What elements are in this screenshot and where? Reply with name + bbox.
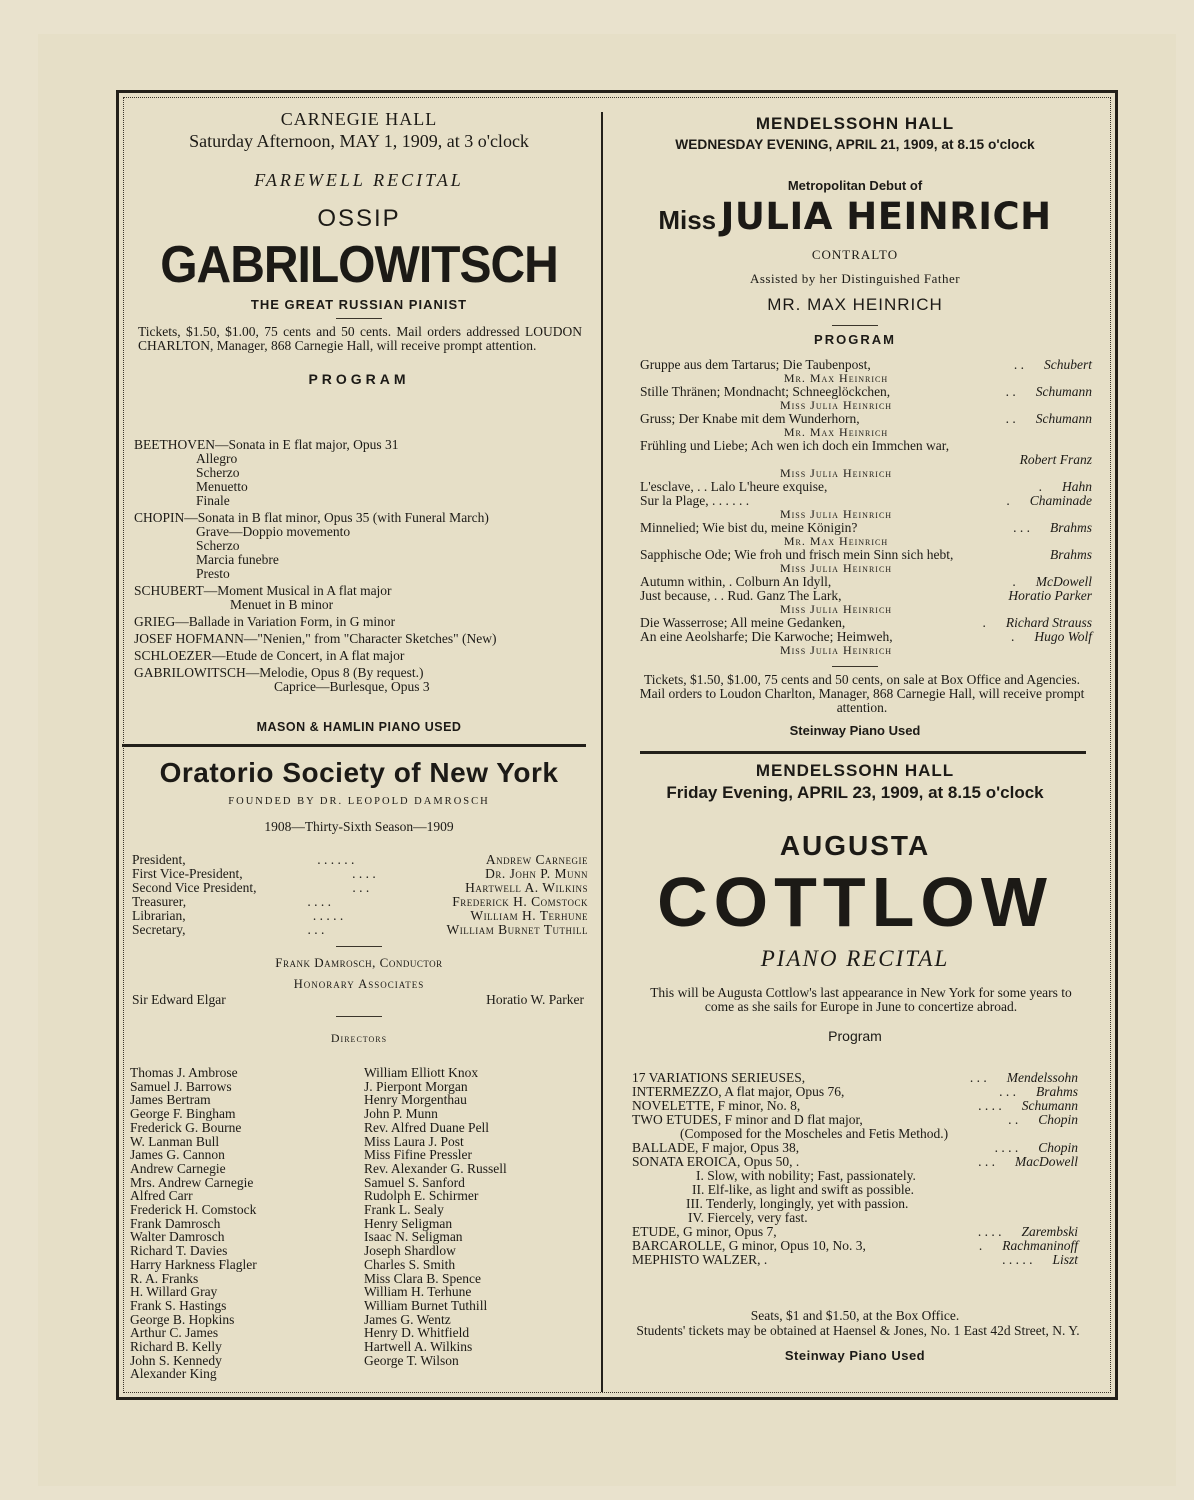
song-title: Sur la Plage, . . . . . . — [640, 493, 750, 508]
performer-line: Mr. Max Heinrich — [783, 425, 889, 439]
director-name: Frederick G. Bourne — [130, 1119, 242, 1135]
program-item — [632, 1211, 1078, 1225]
leader-dots: . — [1012, 574, 1016, 589]
directors-heading: Directors — [330, 1031, 388, 1045]
program-item — [640, 453, 1092, 467]
director-name: Mrs. Andrew Carnegie — [130, 1174, 254, 1190]
director-name: William H. Terhune — [363, 1284, 472, 1300]
officer-role: Librarian, — [132, 908, 186, 923]
leader-dots: . . . — [352, 880, 370, 895]
program-item — [632, 1239, 1078, 1253]
honorary-associate: Horatio W. Parker — [486, 992, 584, 1007]
artist-last-name: GABRILOWITSCH — [160, 236, 558, 295]
composer: Chopin — [1038, 1112, 1078, 1127]
program-item: SCHLOEZER—Etude de Concert, in A flat major — [134, 648, 405, 663]
composer: Schumann — [1035, 411, 1092, 426]
piano-note: Steinway Piano Used — [784, 1348, 926, 1363]
leader-dots: . . . . — [352, 866, 376, 881]
director-name: Miss Clara B. Spence — [363, 1270, 481, 1286]
officer-row — [132, 853, 588, 867]
leader-dots: . . — [1005, 384, 1016, 399]
composer: Liszt — [1052, 1252, 1078, 1267]
heinrich-ad — [612, 114, 1098, 347]
gabrilowitsch-program — [126, 438, 592, 694]
leader-dots: . . . . — [977, 1224, 1002, 1239]
artist-first-name: OSSIP — [317, 205, 401, 232]
piano-note: MASON & HAMLIN PIANO USED — [256, 720, 462, 734]
society-title: Oratorio Society of New York — [159, 757, 559, 788]
director-name: Thomas J. Ambrose — [130, 1065, 238, 1080]
director-name: James Bertram — [130, 1092, 211, 1108]
program-item — [640, 439, 1092, 453]
program-item — [640, 616, 1092, 630]
event-date: WEDNESDAY EVENING, APRIL 21, 1909, at 8.15 o'clock — [675, 136, 1035, 152]
composer: Mendelssohn — [1006, 1070, 1078, 1085]
composer: Chaminade — [1029, 493, 1092, 508]
leader-dots: . . . . . — [312, 908, 344, 923]
leader-dots: . . — [1008, 1112, 1019, 1127]
program-item — [632, 1085, 1078, 1099]
officer-row — [132, 923, 588, 937]
oratorio-conductor-block — [126, 940, 592, 1046]
student-tickets: Students' tickets may be obtained at Haensel & Jones, No. 1 East 42d Street, N. Y. — [636, 1323, 1080, 1338]
director-name: Isaac N. Seligman — [363, 1229, 463, 1245]
officer-name: William Burnet Tuthill — [446, 922, 588, 937]
officer-row — [132, 881, 588, 895]
composer: Robert Franz — [1019, 452, 1092, 467]
program-item: CHOPIN—Sonata in B flat minor, Opus 35 (with Funeral March) — [134, 510, 489, 525]
cottlow-ad — [612, 760, 1098, 1044]
program-item — [632, 1169, 1078, 1183]
officer-role: President, — [132, 852, 186, 867]
officer-name: Andrew Carnegie — [485, 852, 588, 867]
program-item — [640, 358, 1092, 372]
leader-dots: . — [1038, 479, 1042, 494]
leader-dots: . . . . — [978, 1098, 1002, 1113]
program-item — [640, 412, 1092, 426]
composer: Chopin — [1038, 1140, 1078, 1155]
composer: Hugo Wolf — [1034, 629, 1092, 644]
program-item — [640, 480, 1092, 494]
director-name: George B. Hopkins — [130, 1311, 235, 1327]
officers-list — [126, 853, 592, 937]
seat-prices: Seats, $1 and $1.50, at the Box Office. — [750, 1308, 960, 1323]
program-item — [640, 385, 1092, 399]
piece-title: SONATA EROICA, Opus 50, . — [632, 1154, 800, 1169]
section-rule — [122, 744, 586, 747]
program-item: Presto — [196, 566, 230, 581]
program-item: GRIEG—Ballade in Variation Form, in G minor — [134, 614, 396, 629]
director-name: W. Lanman Bull — [130, 1133, 220, 1149]
program-item: Grave—Doppio movemento — [196, 524, 351, 539]
leader-dots: . . . — [999, 1084, 1016, 1099]
piece-title: TWO ETUDES, F minor and D flat major, — [632, 1112, 863, 1127]
program-item: SCHUBERT—Moment Musical in A flat major — [134, 583, 392, 598]
director-name: Walter Damrosch — [130, 1229, 225, 1245]
program-item: Finale — [196, 493, 230, 508]
song-title: Minnelied; Wie bist du, meine Königin? — [640, 520, 858, 535]
director-name: Frank S. Hastings — [130, 1297, 227, 1313]
officer-name: Dr. John P. Munn — [485, 866, 588, 881]
director-name: R. A. Franks — [130, 1270, 199, 1286]
composer: Hahn — [1062, 479, 1092, 494]
composer: Zarembski — [1021, 1224, 1078, 1239]
artist-last-name: COTTLOW — [657, 863, 1053, 941]
composer: Brahms — [1049, 547, 1092, 562]
composer: Rachmaninoff — [1002, 1238, 1078, 1253]
song-title: Sapphische Ode; Wie froh und frisch mein Sinn sich hebt, — [640, 547, 954, 562]
performer-line: Miss Julia Heinrich — [779, 643, 893, 657]
director-name: Richard B. Kelly — [130, 1339, 222, 1355]
program-item: JOSEF HOFMANN—"Nenien," from "Character Sketches" (New) — [134, 631, 497, 646]
honorary-heading: Honorary Associates — [293, 977, 425, 991]
column-divider — [601, 112, 603, 1392]
program-item — [632, 1113, 1078, 1127]
officer-role: Second Vice President, — [132, 880, 257, 895]
program-item — [640, 494, 1092, 508]
program-item — [640, 575, 1092, 589]
leader-dots: . . — [1005, 411, 1016, 426]
program-item: Caprice—Burlesque, Opus 3 — [274, 679, 430, 694]
director-name: Miss Fifine Pressler — [363, 1147, 472, 1163]
program-item: Allegro — [196, 451, 238, 466]
officer-role: Secretary, — [132, 922, 186, 937]
venue: CARNEGIE HALL — [280, 109, 438, 129]
director-name: Rudolph E. Schirmer — [363, 1188, 479, 1204]
artist-name: JULIA HEINRICH — [720, 195, 1052, 238]
song-title: Just because, . . Rud. Ganz The Lark, — [640, 588, 842, 603]
composer: Brahms — [1035, 1084, 1078, 1099]
director-name: Frederick H. Comstock — [130, 1202, 257, 1218]
leader-dots: . . . . . — [1002, 1252, 1033, 1267]
venue: MENDELSSOHN HALL — [755, 761, 955, 780]
program-item — [640, 548, 1092, 562]
program-item — [632, 1225, 1078, 1239]
leader-dots: . — [982, 615, 986, 630]
officer-name: Hartwell A. Wilkins — [465, 880, 588, 895]
assisting-artist: MR. MAX HEINRICH — [767, 295, 943, 314]
event-date: Saturday Afternoon, MAY 1, 1909, at 3 o'clock — [189, 131, 529, 151]
farewell-note: This will be Augusta Cottlow's last appearance in New York for some years to come as she sails for Europe in June to concertize abroad. — [650, 985, 1072, 1014]
composer: MacDowell — [1015, 1154, 1078, 1169]
program-heading: Program — [828, 1028, 882, 1044]
song-title: Gruss; Der Knabe mit dem Wunderhorn, — [640, 411, 860, 426]
performer-line: Mr. Max Heinrich — [783, 371, 889, 385]
program-item: Marcia funebre — [196, 552, 279, 567]
leader-dots: . . — [1013, 357, 1024, 372]
program-item: GABRILOWITSCH—Melodie, Opus 8 (By request.) — [134, 665, 424, 680]
director-name: Miss Laura J. Post — [363, 1133, 464, 1149]
director-name: Charles S. Smith — [363, 1256, 456, 1272]
song-title: Die Wasserrose; All meine Gedanken, — [640, 615, 846, 630]
program-item: Scherzo — [196, 538, 240, 553]
director-name: J. Pierpont Morgan — [363, 1078, 468, 1094]
director-name: Richard T. Davies — [130, 1243, 228, 1259]
director-name: Arthur C. James — [130, 1325, 219, 1341]
program-heading: PROGRAM — [308, 371, 410, 387]
performer-line: Miss Julia Heinrich — [779, 602, 893, 616]
director-name: Henry Morgenthau — [363, 1092, 467, 1108]
piece-title: MEPHISTO WALZER, . — [632, 1252, 768, 1267]
director-name: James G. Cannon — [130, 1147, 225, 1163]
program-item — [640, 630, 1092, 644]
program-item — [640, 589, 1092, 603]
piece-title: IV. Fiercely, very fast. — [688, 1210, 808, 1225]
composer: Richard Strauss — [1005, 615, 1092, 630]
program-item — [632, 1141, 1078, 1155]
ticket-info: Tickets, $1.50, $1.00, 75 cents and 50 cents. Mail orders addressed LOUDON CHARLTON, Manager, 868 Carnegie Hall, will receive prompt attention. — [138, 324, 582, 353]
director-name: Harry Harkness Flagler — [130, 1256, 257, 1272]
performer-line: Miss Julia Heinrich — [779, 561, 893, 575]
leader-dots: . — [1006, 493, 1010, 508]
piece-title: I. Slow, with nobility; Fast, passionately. — [696, 1168, 916, 1183]
composer: Horatio Parker — [1008, 588, 1092, 603]
piece-title: 17 VARIATIONS SERIEUSES, — [632, 1070, 806, 1085]
director-name: Joseph Shardlow — [363, 1243, 456, 1259]
song-title: Frühling und Liebe; Ach wen ich doch ein Immchen war, — [640, 438, 950, 453]
oratorio-society — [126, 756, 592, 835]
piece-title: BALLADE, F major, Opus 38, — [632, 1140, 800, 1155]
leader-dots: . — [1010, 629, 1015, 644]
director-name: Henry D. Whitfield — [363, 1325, 470, 1341]
performer-line: Miss Julia Heinrich — [779, 398, 893, 412]
director-name: Rev. Alfred Duane Pell — [363, 1119, 490, 1135]
director-name: James G. Wentz — [363, 1311, 451, 1327]
gabrilowitsch-ad — [126, 108, 592, 387]
section-rule — [640, 751, 1086, 754]
program-item — [632, 1197, 1078, 1211]
director-name: Hartwell A. Wilkins — [363, 1339, 473, 1355]
officer-role: Treasurer, — [132, 894, 187, 909]
venue: MENDELSSOHN HALL — [755, 114, 955, 133]
program-item: Scherzo — [196, 465, 240, 480]
assisted-line: Assisted by her Distinguished Father — [749, 271, 961, 286]
director-name: George T. Wilson — [363, 1352, 459, 1368]
piece-title: II. Elf-like, as light and swift as possible. — [692, 1182, 914, 1197]
composer: Schubert — [1044, 357, 1092, 372]
leader-dots: . . . — [969, 1070, 987, 1085]
director-name: Frank Damrosch — [130, 1215, 221, 1231]
leader-dots: . — [978, 1238, 983, 1253]
song-title: Gruppe aus dem Tartarus; Die Taubenpost, — [640, 357, 871, 372]
song-title: Stille Thränen; Mondnacht; Schneeglöckchen, — [640, 384, 891, 399]
piece-title: INTERMEZZO, A flat major, Opus 76, — [632, 1084, 845, 1099]
heinrich-program — [612, 358, 1098, 657]
song-title: L'esclave, . . Lalo L'heure exquise, — [640, 479, 828, 494]
officer-row — [132, 909, 588, 923]
piece-title: NOVELETTE, F minor, No. 8, — [632, 1098, 801, 1113]
composer: Schumann — [1035, 384, 1092, 399]
event-type: PIANO RECITAL — [760, 946, 950, 971]
program-item — [640, 521, 1092, 535]
director-name: Samuel S. Sanford — [363, 1174, 465, 1190]
officer-role: First Vice-President, — [132, 866, 243, 881]
composer: Brahms — [1049, 520, 1092, 535]
program-item — [632, 1127, 1078, 1141]
voice-type: CONTRALTO — [811, 247, 899, 262]
officer-name: Frederick H. Comstock — [452, 894, 588, 909]
director-name: Andrew Carnegie — [130, 1160, 226, 1176]
season: 1908—Thirty-Sixth Season—1909 — [264, 819, 454, 834]
program-item — [632, 1253, 1078, 1267]
program-item — [632, 1155, 1078, 1169]
director-name: Alexander King — [130, 1366, 217, 1382]
officer-name: William H. Terhune — [470, 908, 588, 923]
program-item: Menuetto — [196, 479, 248, 494]
honorary-associate: Sir Edward Elgar — [132, 992, 226, 1007]
program-item: Menuet in B minor — [230, 597, 334, 612]
performer-line: Miss Julia Heinrich — [779, 507, 893, 521]
program-item — [632, 1099, 1078, 1113]
leader-dots: . . . — [307, 922, 325, 937]
heinrich-footer — [612, 660, 1098, 738]
ticket-info: Tickets, $1.50, $1.00, 75 cents and 50 cents, on sale at Box Office and Agencies. Mail orders to Loudon Charlton, Manager, 868 Carnegie Hall, will receive prompt attention. — [639, 672, 1085, 715]
director-name: Rev. Alexander G. Russell — [363, 1160, 507, 1176]
director-name: George F. Bingham — [130, 1106, 236, 1122]
artist-tagline: THE GREAT RUSSIAN PIANIST — [250, 297, 468, 312]
program-item — [632, 1183, 1078, 1197]
leader-dots: . . . . . . — [317, 852, 355, 867]
conductor: Frank Damrosch, Conductor — [275, 955, 443, 970]
piece-title: ETUDE, G minor, Opus 7, — [632, 1224, 777, 1239]
program-heading: PROGRAM — [814, 332, 896, 347]
director-name: Alfred Carr — [130, 1188, 193, 1204]
director-name: Samuel J. Barrows — [130, 1078, 232, 1094]
directors-list — [126, 1066, 592, 1381]
piece-title: (Composed for the Moscheles and Fetis Method.) — [680, 1126, 949, 1141]
event-type: FAREWELL RECITAL — [254, 170, 464, 190]
leader-dots: . . . . — [994, 1140, 1019, 1155]
director-name: H. Willard Gray — [130, 1284, 218, 1300]
composer: Schumann — [1021, 1098, 1078, 1113]
event-date: Friday Evening, APRIL 23, 1909, at 8.15 o'clock — [666, 783, 1044, 802]
leader-dots: . . . — [1013, 520, 1030, 535]
miss-prefix: Miss — [658, 205, 717, 235]
cottlow-program — [612, 1071, 1098, 1267]
founded-note: FOUNDED BY DR. LEOPOLD DAMROSCH — [228, 796, 490, 807]
performer-line: Miss Julia Heinrich — [779, 466, 893, 480]
program-item: BEETHOVEN—Sonata in E flat major, Opus 31 — [134, 437, 399, 452]
piano-note: Steinway Piano Used — [789, 723, 921, 738]
debut-line: Metropolitan Debut of — [787, 178, 923, 193]
leader-dots: . . . . — [307, 894, 331, 909]
leader-dots: . . . — [978, 1154, 995, 1169]
performer-line: Mr. Max Heinrich — [783, 534, 889, 548]
program-item — [632, 1071, 1078, 1085]
officer-row — [132, 895, 588, 909]
officer-row — [132, 867, 588, 881]
artist-first-name: AUGUSTA — [779, 830, 931, 861]
director-name: Frank L. Sealy — [363, 1202, 444, 1218]
director-name: William Elliott Knox — [363, 1065, 479, 1080]
director-name: William Burnet Tuthill — [363, 1297, 488, 1313]
piece-title: BARCAROLLE, G minor, Opus 10, No. 3, — [632, 1238, 866, 1253]
director-name: John P. Munn — [363, 1106, 438, 1122]
director-name: Henry Seligman — [363, 1215, 453, 1231]
director-name: John S. Kennedy — [130, 1352, 222, 1368]
song-title: An eine Aeolsharfe; Die Karwoche; Heimweh, — [640, 629, 893, 644]
song-title: Autumn within, . Colburn An Idyll, — [640, 574, 832, 589]
composer: McDowell — [1035, 574, 1092, 589]
piece-title: III. Tenderly, longingly, yet with passion. — [686, 1196, 909, 1211]
cottlow-footer — [612, 1308, 1098, 1363]
